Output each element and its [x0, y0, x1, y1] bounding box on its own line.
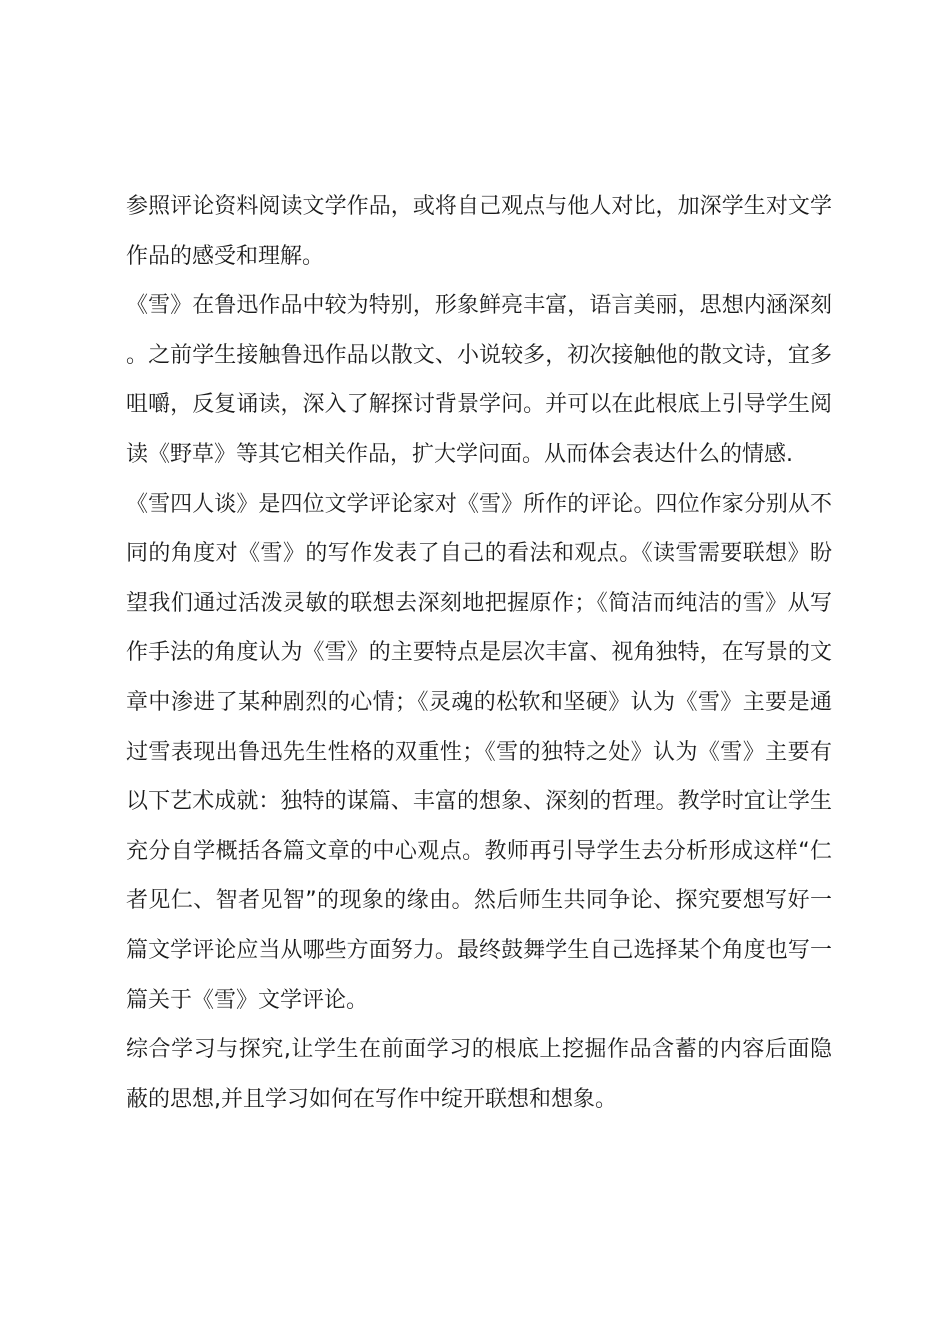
paragraph-snow-analysis: 《雪》在鲁迅作品中较为特别，形象鲜亮丰富，语言美丽，思想内涵深刻。之前学生接触鲁迅作品以散文、小说较多，初次接触他的散文诗，宜多咀嚼，反复诵读，深入了解探讨背景学问。并可以在此根底上引导学生阅读《野草》等其它相关作品，扩大学问面。从而体会表达什么的情感.: [126, 293, 832, 467]
paragraph-four-critics: 《雪四人谈》是四位文学评论家对《雪》所作的评论。四位作家分别从不同的角度对《雪》的写作发表了自己的看法和观点。《读雪需要联想》盼望我们通过活泼灵敏的联想去深刻地把握原作；《简洁而纯洁的雪》从写作手法的角度认为《雪》的主要特点是层次丰富、视角独特，在写景的文章中渗进了某种剧烈的心情；《灵魂的松软和坚硬》认为《雪》主要是通过雪表现出鲁迅先生性格的双重性；《雪的独特之处》认为《雪》主要有以下艺术成就：独特的谋篇、丰富的想象、深刻的哲理。教学时宜让学生充分自学概括各篇文章的中心观点。教师再引导学生去分析形成这样“仁者见仁、智者见智”的现象的缘由。然后师生共同争论、探究要想写好一篇文学评论应当从哪些方面努力。最终鼓舞学生自己选择某个角度也写一篇关于《雪》文学评论。: [126, 491, 832, 1013]
document-body: [126, 182, 832, 1124]
paragraph-comprehensive-study: 综合学习与探究,让学生在前面学习的根底上挖掘作品含蓄的内容后面隐蔽的思想,并且学习如何在写作中绽开联想和想象。: [126, 1037, 832, 1112]
paragraph-reference-reading: 参照评论资料阅读文学作品，或将自己观点与他人对比，加深学生对文学作品的感受和理解。: [126, 194, 832, 269]
